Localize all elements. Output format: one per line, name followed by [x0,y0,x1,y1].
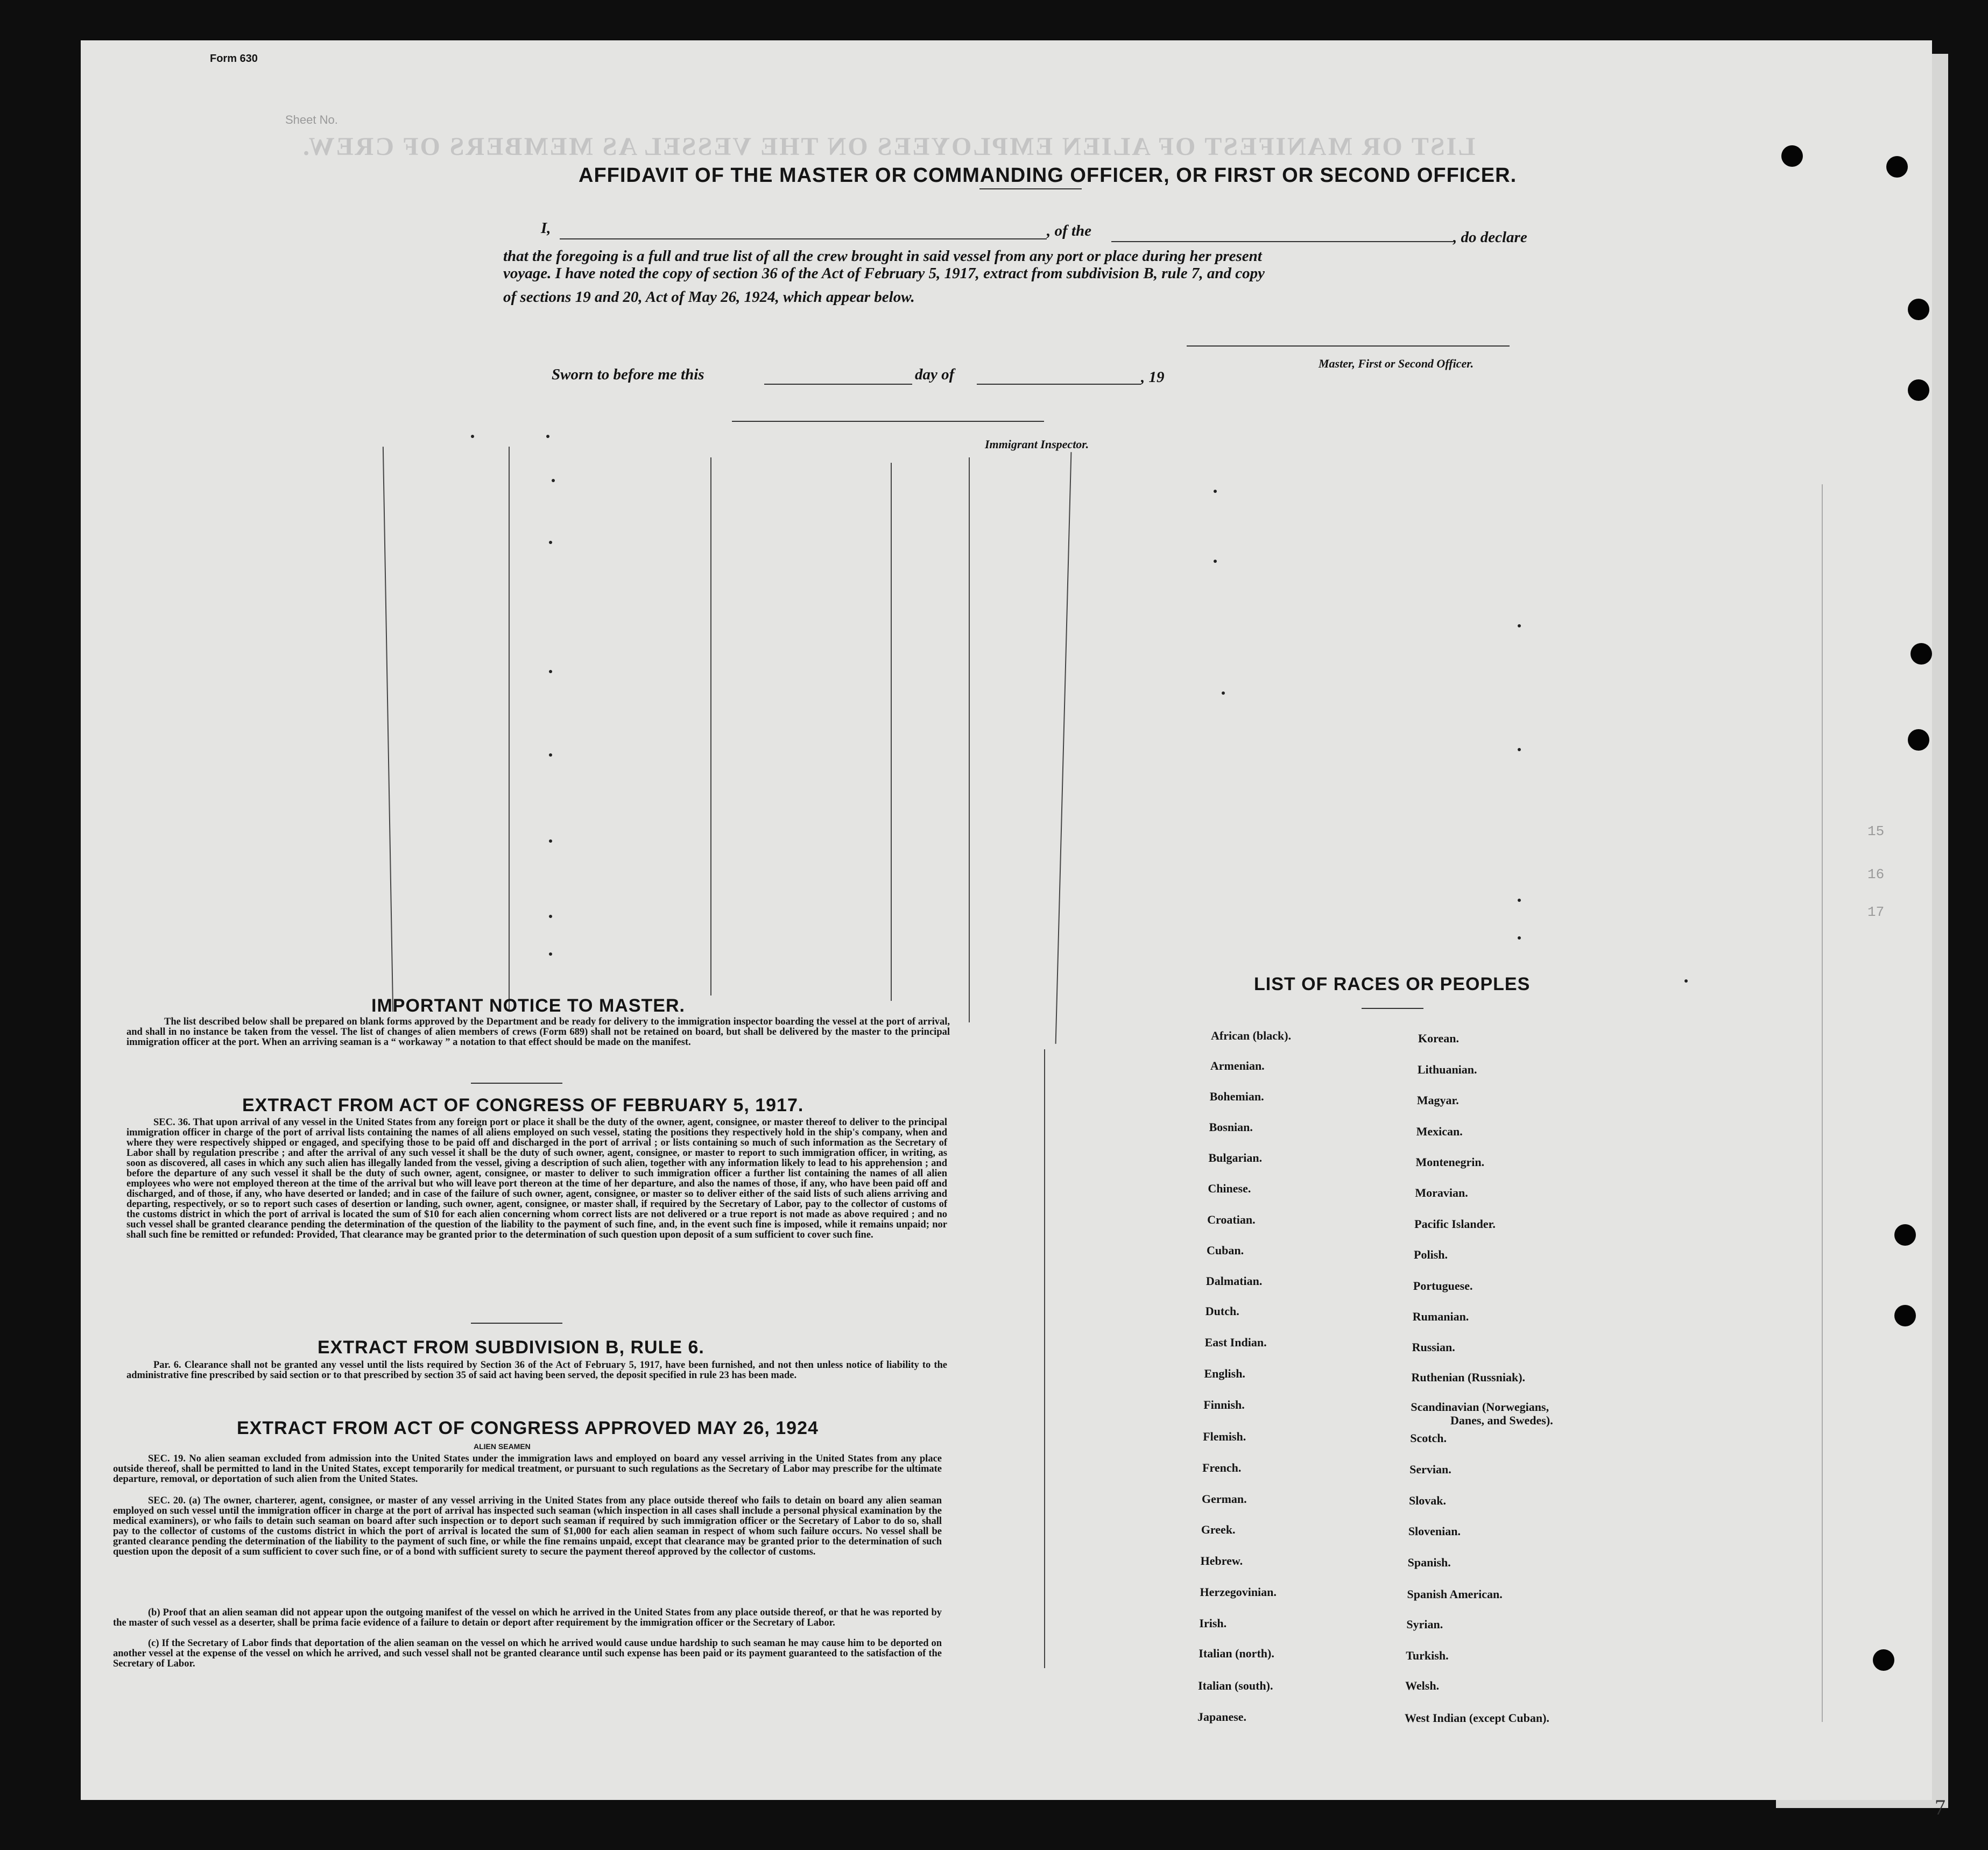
ditto-mark [1214,490,1217,493]
binder-hole-6 [1908,729,1929,751]
race-item: African (black). [1211,1029,1292,1042]
race-item: Slovenian. [1408,1524,1461,1538]
affiant-label: I, [541,220,551,237]
inspector-label: Immigrant Inspector. [985,437,1089,451]
race-item: Finnish. [1203,1398,1245,1411]
bleed-row-number: 15 [1867,823,1885,839]
race-item: East Indian. [1204,1336,1267,1349]
bleed-row-number: 17 [1867,904,1885,920]
race-item: Herzegovinian. [1200,1585,1277,1599]
column-rule [1044,1049,1045,1668]
ditto-mark [1214,560,1217,563]
notice-title: IMPORTANT NOTICE TO MASTER. [371,995,685,1016]
subdivision-text: Par. 6. Clearance shall not be granted any vessel until the lists required by Section 36 of the Act of February 5, 1917, have been furnished, and not then unless notice of liability to the administrative fine prescribed by said section or to that prescribed by section 35 of said act having been served, the deposit specified in rule 23 has been made. [126,1360,947,1381]
race-item: Dalmatian. [1206,1274,1263,1288]
race-item: Italian (north). [1199,1647,1274,1660]
race-item: Greek. [1201,1523,1236,1536]
inspector-signature-line [732,421,1044,422]
race-item: Montenegrin. [1415,1155,1485,1169]
race-item: Croatian. [1207,1213,1256,1226]
race-item: Ruthenian (Russniak). [1411,1371,1526,1384]
section-divider [471,1323,562,1324]
extract-1917-text: SEC. 36. That upon arrival of any vessel in the United States from any foreign port or place it shall be the duty of the owner, agent, consignee, or master thereof to deliver to the principal immigration officer in charge of the port of arrival lists containing the names of all aliens employed on such vessel, stating the positions they respectively hold in the ship's company, when and where they were respectively shipped or engaged, and specifying those to be paid off and discharged in the port of arrival ; or lists containing so much of such information as the Secretary of Labor shall by regulation prescribe ; and after the arrival of any such vessel it shall be the duty of such owner, agent, consignee, or master to report to such immigration officer, in writing, as soon as discovered, all cases in which any such alien has illegally landed from the vessel, giving a description of such alien, together with any information likely to lead to his apprehension ; and before the departure of any such vessel it shall be the duty of such owner, agent, consignee, or master to deliver to such immigration officer a further list containing the names of all alien employees who were not employed thereon at the time of the arrival but who will leave port thereon at the time of her departure, and also the names of those, if any, who have been paid off and discharged, and of those, if any, who have deserted or landed; and in case of the failure of such owner, agent, consignee, or master so to deliver either of the said lists of such aliens arriving and departing, respectively, or so to report such cases of desertion or landing, such owner, agent, consignee, or master shall, if required by the Secretary of Labor, pay to the collector of customs of the customs district in which the port of arrival is located the sum of $10 for each alien concerning whom correct lists are not delivered or a true report is not made as above required ; and no such vessel shall be granted clearance pending the determination of the question of the liability to the payment of such fine, and, in the event such fine is imposed, while it remains unpaid; nor shall such fine be remitted or refunded: Provided, That clearance may be granted prior to the determination of such question upon deposit of a sum sufficient to cover such fine. [126,1117,947,1240]
section-divider [471,1083,562,1084]
column-rule [509,447,510,1012]
race-item: Bohemian. [1209,1090,1264,1103]
ditto-mark [471,435,474,438]
binder-hole-8 [1894,1305,1916,1326]
extract-1917-title: EXTRACT FROM ACT OF CONGRESS OF FEBRUARY 5, 1917. [242,1095,804,1115]
race-item: Turkish. [1406,1649,1449,1662]
race-item: Portuguese. [1413,1279,1473,1293]
bleed-through-header: LIST OR MANIFEST OF ALIEN EMPLOYEES ON THE VESSEL AS MEMBERS OF CREW. [301,132,1476,161]
race-item: Italian (south). [1198,1679,1273,1692]
race-item: Bosnian. [1209,1120,1253,1134]
affidavit-text-3: of sections 19 and 20, Act of May 26, 1924, which appear below. [503,288,915,306]
race-item: Irish. [1199,1616,1227,1630]
vessel-name-line [1111,241,1453,242]
race-item: Syrian. [1406,1618,1443,1631]
ditto-mark [546,435,549,438]
ditto-mark [549,541,552,544]
ditto-mark [1222,691,1225,695]
binder-hole-9 [1873,1649,1894,1671]
section-19-text: SEC. 19. No alien seaman excluded from admission into the United States under the immigration laws and employed on board any vessel arriving in the United States from any place outside thereof, shall be permitted to land in the United States, except temporarily for medical treatment, or pursuant to such regulations as the Secretary of Labor may prescribe for the ultimate departure, removal, or deportation of such alien from the United States. [113,1453,942,1485]
binder-hole-2 [1886,156,1908,178]
race-item: Servian. [1409,1463,1451,1476]
sworn-day-line [764,384,912,385]
of-the-label: , of the [1047,222,1091,239]
race-item: Dutch. [1205,1304,1239,1318]
column-rule [891,463,892,1001]
day-of-label: day of [915,366,955,383]
race-item: West Indian (except Cuban). [1405,1711,1549,1725]
race-item: German. [1201,1492,1247,1506]
race-item: Spanish American. [1407,1587,1503,1601]
race-item: Polish. [1414,1248,1448,1261]
ditto-mark [549,839,552,843]
race-item: Rumanian. [1412,1310,1469,1323]
do-declare-label: , do declare [1453,229,1527,246]
races-title: LIST OF RACES OR PEOPLES [1254,974,1531,994]
race-item: English. [1204,1367,1245,1380]
race-item: Magyar. [1416,1093,1459,1107]
notice-text: The list described below shall be prepared on blank forms approved by the Department and be ready for delivery to the immigration inspector boarding the vessel at the port of arrival, and shall in no instance be taken from the vessel. The list of changes of alien members of crews (Form 689) shall not be retained on board, but shall be delivered by the master to the principal immigration officer at the port. When an arriving seaman is a “ workaway ” a notation to that effect should be made on the manifest. [126,1016,950,1048]
ditto-mark [1684,979,1688,983]
race-item: Bulgarian. [1208,1151,1263,1164]
race-item: Slovak. [1408,1494,1447,1507]
race-item: Mexican. [1416,1125,1463,1138]
race-item: Chinese. [1208,1182,1251,1195]
affidavit-text-1: that the foregoing is a full and true list of all the crew brought in said vessel from any port or place during her present [503,248,1262,265]
signature-line [1187,345,1510,347]
ditto-mark [552,479,555,482]
affidavit-title: AFFIDAVIT OF THE MASTER OR COMMANDING OFFICER, OR FIRST OR SECOND OFFICER. [579,164,1517,187]
ditto-mark [1518,899,1521,902]
sworn-month-line [977,384,1141,385]
race-item: Moravian. [1415,1186,1468,1199]
race-item: French. [1202,1461,1242,1474]
section-20b-text: (b) Proof that an alien seaman did not appear upon the outgoing manifest of the vessel on which he arrived in the United States from any place outside thereof, or that he was reported by the master of such vessel as a deserter, shall be prima facie evidence of a failure to detain or deport after requirement by the immigration officer or the Secretary of Labor. [113,1607,942,1628]
bleed-row-number: 16 [1867,866,1885,882]
form-number: Form 630 [210,53,258,65]
race-item: Japanese. [1197,1710,1247,1724]
column-rule [969,457,970,1022]
race-item: Flemish. [1203,1430,1246,1443]
ditto-mark [1518,748,1521,751]
extract-1924-subtitle: ALIEN SEAMEN [474,1442,531,1451]
race-item: Scandinavian (Norwegians, [1411,1400,1549,1414]
race-item: Russian. [1412,1340,1455,1354]
sheet-number: Sheet No. [285,113,338,126]
extract-1924-title: EXTRACT FROM ACT OF CONGRESS APPROVED MAY 26, 1924 [237,1418,819,1438]
subdivision-title: EXTRACT FROM SUBDIVISION B, RULE 6. [318,1337,704,1358]
ditto-mark [1518,936,1521,940]
binder-hole-7 [1894,1224,1916,1246]
binder-hole-5 [1911,643,1932,665]
race-item: Pacific Islander. [1414,1217,1496,1231]
affidavit-title-rule [979,188,1082,189]
column-rule [1822,484,1823,1722]
affiant-name-line [560,238,1047,239]
binder-hole-4 [1908,379,1929,401]
ditto-mark [549,753,552,757]
race-item: Spanish. [1407,1556,1451,1569]
column-rule [710,457,711,995]
margin-mark: 7 [1935,1795,1945,1819]
race-item: Danes, and Swedes). [1450,1414,1553,1427]
ditto-mark [549,952,552,956]
ditto-mark [1518,624,1521,627]
race-item: Welsh. [1405,1679,1440,1692]
signature-label: Master, First or Second Officer. [1319,357,1474,370]
race-item: Hebrew. [1200,1554,1243,1567]
section-20c-text: (c) If the Secretary of Labor finds that deportation of the alien seaman on the vessel on which he arrived would cause undue hardship to such seaman he may cause him to be deported on another vessel at the expense of the vessel on which he arrived, and such vessel shall not be granted clearance until such expense has been paid or its payment guaranteed to the satisfaction of the Secretary of Labor. [113,1638,942,1669]
races-title-rule [1362,1008,1423,1009]
race-item: Lithuanian. [1417,1063,1477,1076]
race-item: Armenian. [1210,1059,1265,1072]
year-label: , 19 [1141,369,1165,386]
sworn-label: Sworn to before me this [552,366,704,383]
binder-hole-3 [1908,299,1929,320]
ditto-mark [549,670,552,673]
affidavit-text-2: voyage. I have noted the copy of section 36 of the Act of February 5, 1917, extract from subdivision B, rule 7, and copy [503,265,1265,282]
race-item: Korean. [1418,1032,1459,1045]
race-item: Scotch. [1410,1431,1447,1445]
binder-hole-1 [1781,145,1803,167]
race-item: Cuban. [1207,1244,1244,1257]
section-20a-text: SEC. 20. (a) The owner, charterer, agent, consignee, or master of any vessel arriving in the United States from any place outside thereof who fails to detain on board any alien seaman employed on such vessel until the immigration officer in charge at the port of arrival has inspected such seaman (which inspection in all cases shall include a personal physical examination by the medical examiners), or who fails to detain such seaman on board after such inspection or to deport such seaman if required by such immigration officer or the Secretary of Labor to do so, shall pay to the collector of customs of the customs district in which the port of arrival is located the sum of $1,000 for each alien seaman in respect of whom such failure occurs. No vessel shall be granted clearance pending the determination of the liability to the payment of such fine, or while the fine remains unpaid, except that clearance may be granted prior to the determination of such question upon the deposit of a sum sufficient to cover such fine, or of a bond with sufficient surety to secure the payment thereof approved by the collector of customs. [113,1495,942,1557]
ditto-mark [549,915,552,918]
